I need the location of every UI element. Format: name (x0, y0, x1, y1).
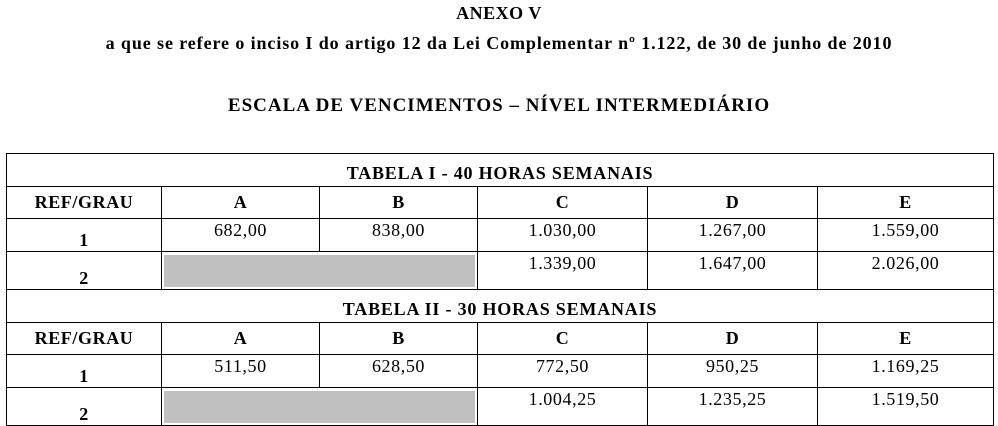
salary-scale-title: ESCALA DE VENCIMENTOS – NÍVEL INTERMEDIÁRIO (227, 95, 771, 116)
salary-scale-table (6, 153, 994, 426)
column-header-c: C (478, 323, 648, 355)
legal-reference: a que se refere o inciso I do artigo 12 da Lei Complementar nº 1.122, de 30 de junho de 2010 (105, 33, 893, 53)
value-cell-d: 1.647,00 (648, 252, 818, 290)
column-header-e: E (818, 323, 994, 355)
empty-shaded-cell (162, 252, 478, 290)
value-cell-c: 1.339,00 (478, 252, 648, 290)
value-cell-c: 1.030,00 (478, 219, 648, 252)
table-row (7, 219, 994, 252)
table-1-title-row (7, 154, 994, 187)
table-2-title-row (7, 290, 994, 323)
value-cell-b: 838,00 (320, 219, 478, 252)
column-header-c: C (478, 187, 648, 219)
value-cell-e: 1.169,25 (818, 355, 994, 388)
value-cell-e: 1.559,00 (818, 219, 994, 252)
table-row (7, 355, 994, 388)
ref-cell: 1 (7, 355, 162, 388)
empty-shaded-cell (162, 388, 478, 426)
column-header-ref-grau: REF/GRAU (7, 323, 162, 355)
value-cell-b: 628,50 (320, 355, 478, 388)
ref-cell: 2 (7, 252, 162, 290)
column-header-b: B (320, 187, 478, 219)
column-header-d: D (648, 323, 818, 355)
ref-cell: 2 (7, 388, 162, 426)
table-1-header-row (7, 187, 994, 219)
table-1-title: TABELA I - 40 HORAS SEMANAIS (7, 154, 994, 187)
column-header-b: B (320, 323, 478, 355)
value-cell-e: 2.026,00 (818, 252, 994, 290)
column-header-a: A (162, 187, 320, 219)
value-cell-e: 1.519,50 (818, 388, 994, 426)
annex-title: ANEXO V (456, 3, 542, 23)
value-cell-c: 1.004,25 (478, 388, 648, 426)
column-header-e: E (818, 187, 994, 219)
column-header-ref-grau: REF/GRAU (7, 187, 162, 219)
value-cell-d: 1.267,00 (648, 219, 818, 252)
value-cell-a: 511,50 (162, 355, 320, 388)
ref-cell: 1 (7, 219, 162, 252)
value-cell-a: 682,00 (162, 219, 320, 252)
table-row (7, 388, 994, 426)
table-2-header-row (7, 323, 994, 355)
column-header-a: A (162, 323, 320, 355)
value-cell-d: 950,25 (648, 355, 818, 388)
column-header-d: D (648, 187, 818, 219)
value-cell-d: 1.235,25 (648, 388, 818, 426)
value-cell-c: 772,50 (478, 355, 648, 388)
table-row (7, 252, 994, 290)
table-2-title: TABELA II - 30 HORAS SEMANAIS (7, 290, 994, 323)
